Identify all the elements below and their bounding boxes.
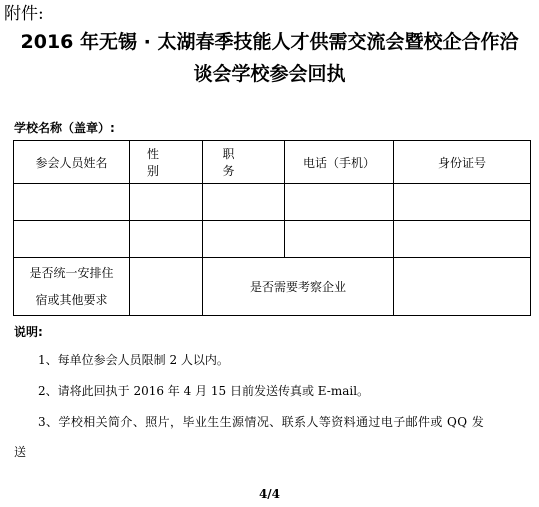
cell-id-number[interactable] [394, 184, 531, 221]
cell-position[interactable] [203, 184, 285, 221]
cell-name[interactable] [14, 184, 130, 221]
accommodation-label: 是否统一安排住 宿或其他要求 [14, 258, 130, 316]
header-id-number: 身份证号 [394, 141, 531, 184]
notes-label: 说明: [14, 325, 43, 339]
cell-name[interactable] [14, 221, 130, 258]
cell-phone[interactable] [285, 184, 394, 221]
registration-table [13, 140, 531, 316]
cell-gender[interactable] [130, 184, 203, 221]
header-position: 职务 [203, 141, 285, 184]
school-name-label: 学校名称（盖章）: [14, 121, 115, 135]
inspection-answer[interactable] [394, 258, 531, 316]
note-item: 3、学校相关简介、照片，毕业生生源情况、联系人等资料通过电子邮件或 QQ 发 [38, 415, 485, 429]
table-row [14, 221, 531, 258]
cell-phone[interactable] [285, 221, 394, 258]
attachment-label: 附件: [4, 4, 44, 24]
title-line-1: 2016 年无锡 · 太湖春季技能人才供需交流会暨校企合作洽 [20, 31, 519, 53]
accommodation-answer[interactable] [130, 258, 203, 316]
table-header-row [14, 141, 531, 184]
table-row-requirements [14, 258, 531, 316]
cell-gender[interactable] [130, 221, 203, 258]
title-line-2: 谈会学校参会回执 [193, 63, 346, 85]
cell-position[interactable] [203, 221, 285, 258]
header-name: 参会人员姓名 [14, 141, 130, 184]
header-gender: 性别 [130, 141, 203, 184]
header-phone: 电话（手机） [285, 141, 394, 184]
note-item-continuation: 送 [14, 445, 27, 459]
inspection-label: 是否需要考察企业 [203, 258, 394, 316]
page-number: 4/4 [258, 487, 281, 501]
note-item: 2、请将此回执于 2016 年 4 月 15 日前发送传真或 E-mail。 [38, 384, 370, 398]
note-item: 1、每单位参会人员限制 2 人以内。 [38, 353, 229, 367]
table-row [14, 184, 531, 221]
cell-id-number[interactable] [394, 221, 531, 258]
